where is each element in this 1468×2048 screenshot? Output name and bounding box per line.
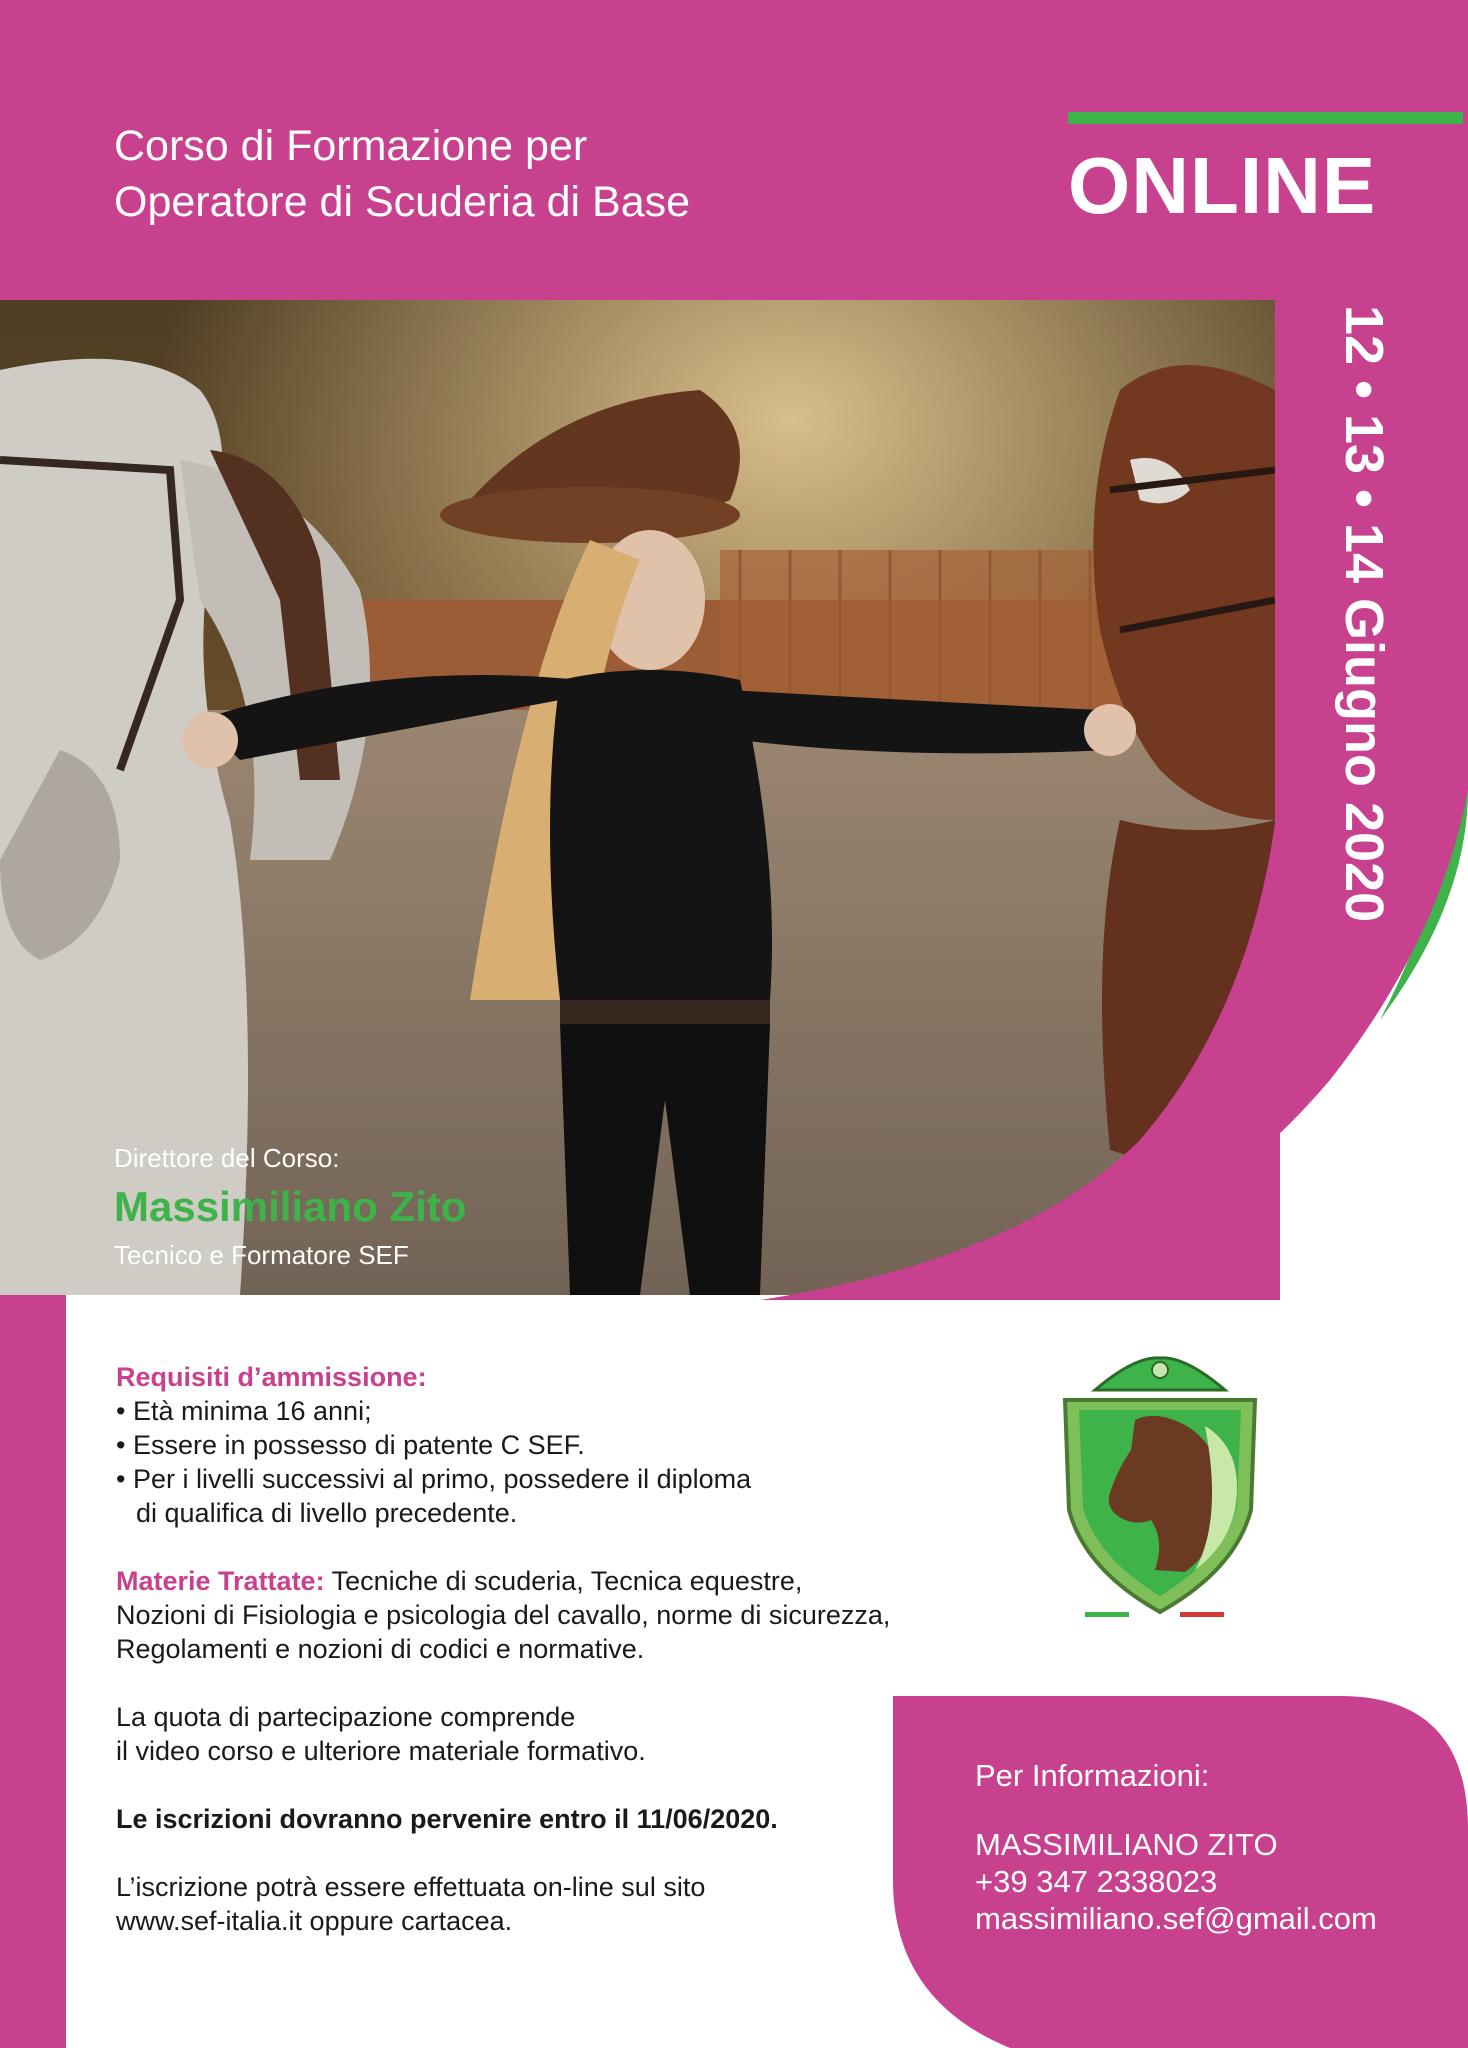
course-dates xyxy=(1295,305,1425,923)
subjects-line3: Regolamenti e nozioni di codici e normative. xyxy=(116,1634,645,1664)
deadline-text: Le iscrizioni dovranno pervenire entro il 11/06/2020. xyxy=(116,1804,778,1834)
course-title xyxy=(114,118,934,230)
requirement-item: di qualifica di livello precedente. xyxy=(136,1498,518,1528)
subjects-text: Tecniche di scuderia, Tecnica equestre, xyxy=(324,1566,803,1596)
course-dates-text: 12 • 13 • 14 Giugno 2020 xyxy=(1334,305,1394,923)
course-title-line1: Corso di Formazione per xyxy=(114,122,588,170)
subjects-line2: Nozioni di Fisiologia e psicologia del cavallo, norme di sicurezza, xyxy=(116,1600,891,1630)
director-role: Tecnico e Formatore SEF xyxy=(114,1240,409,1270)
requirements-heading: Requisiti d’ammissione: xyxy=(116,1362,427,1392)
subjects-line1 xyxy=(116,1564,1036,1598)
requirement-item: • Per i livelli successivi al primo, possedere il diploma xyxy=(116,1464,752,1494)
course-title-line2: Operatore di Scuderia di Base xyxy=(114,178,691,226)
course-details xyxy=(116,1360,1036,1938)
spacer xyxy=(116,1836,1036,1870)
contact-email: massimiliano.sef@gmail.com xyxy=(975,1901,1377,1936)
spacer xyxy=(116,1530,1036,1564)
spacer xyxy=(116,1666,1036,1700)
subjects-heading: Materie Trattate: xyxy=(116,1566,325,1596)
online-label: ONLINE xyxy=(1068,141,1377,230)
green-accent-line xyxy=(1068,112,1463,124)
registration-line1: L’iscrizione potrà essere effettuata on-line sul sito xyxy=(116,1872,706,1902)
fee-line2: il video corso e ulteriore materiale formativo. xyxy=(116,1736,646,1766)
photo-corner-shape xyxy=(760,780,1280,1300)
horse-head-shield-icon xyxy=(1055,1350,1265,1620)
fee-line1: La quota di partecipazione comprende xyxy=(116,1702,576,1732)
spacer xyxy=(116,1768,1036,1802)
director-label: Direttore del Corso: xyxy=(114,1143,340,1173)
contact-phone: +39 347 2338023 xyxy=(975,1864,1218,1899)
registration-line2: www.sef-italia.it oppure cartacea. xyxy=(116,1906,513,1936)
contact-name: MASSIMILIANO ZITO xyxy=(975,1827,1278,1862)
info-title: Per Informazioni: xyxy=(975,1758,1210,1793)
requirement-item: • Età minima 16 anni; xyxy=(116,1396,372,1426)
director-name: Massimiliano Zito xyxy=(114,1183,467,1230)
requirement-item: • Essere in possesso di patente C SEF. xyxy=(116,1430,585,1460)
